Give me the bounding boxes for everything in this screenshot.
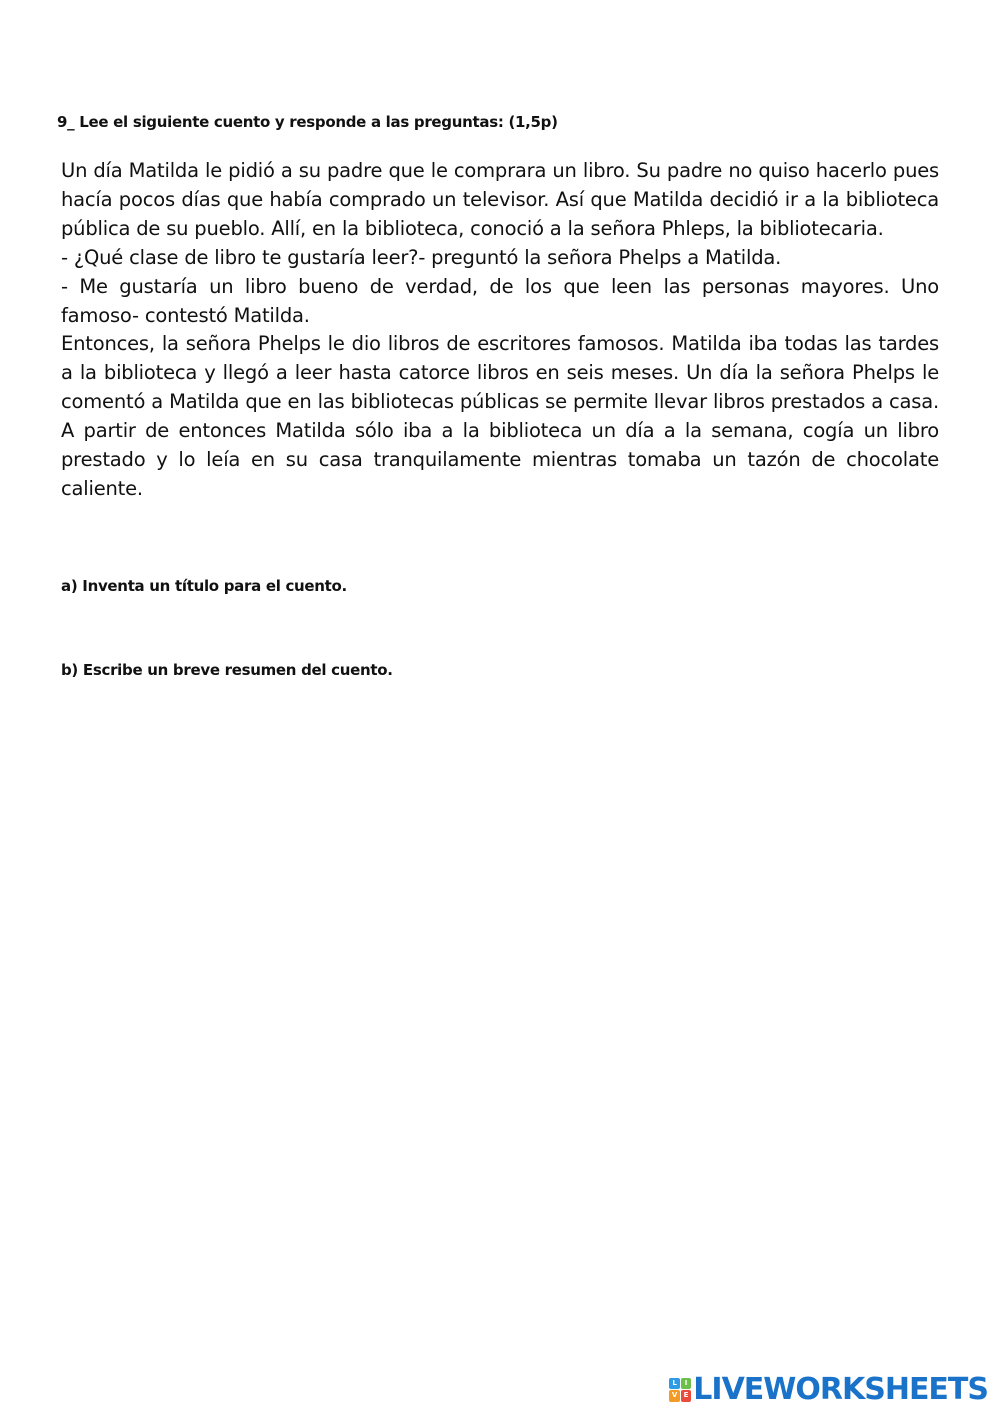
story-paragraph: - ¿Qué clase de libro te gustaría leer?- preguntó la señora Phelps a Matilda. [61,245,782,269]
story-paragraph: - Me gustaría un libro bueno de verdad, de los que leen las personas mayores. Uno famoso- contestó Matilda. [61,274,939,327]
liveworksheets-logo-icon: L I V E [669,1378,691,1402]
question-a-title: a) Inventa un título para el cuento. [61,577,347,595]
question-heading: 9_ Lee el siguiente cuento y responde a las preguntas: (1,5p) [57,113,558,131]
story-paragraph: Entonces, la señora Phelps le dio libros de escritores famosos. Matilda iba todas las tardes a la biblioteca y llegó a leer hasta catorce libros en seis meses. Un día la señora Phelps le comentó a Matilda que en las bibliotecas públicas se permite llevar libros prestados a casa. A partir de entonces Matilda sólo iba a la biblioteca un día a la semana, cogía un libro prestado y lo leía en su casa tranquilamente mientras tomaba un tazón de chocolate caliente. [61,332,939,500]
story-text [61,157,939,504]
brand-name: LIVEWORKSHEETS [693,1372,988,1407]
liveworksheets-brand [669,1372,988,1407]
question-b-summary: b) Escribe un breve resumen del cuento. [61,661,393,679]
story-paragraph: Un día Matilda le pidió a su padre que le comprara un libro. Su padre no quiso hacerlo pues hacía pocos días que había comprado un televisor. Así que Matilda decidió ir a la biblioteca pública de su pueblo. Allí, en la biblioteca, conoció a la señora Phleps, la bibliotecaria. [61,159,939,240]
